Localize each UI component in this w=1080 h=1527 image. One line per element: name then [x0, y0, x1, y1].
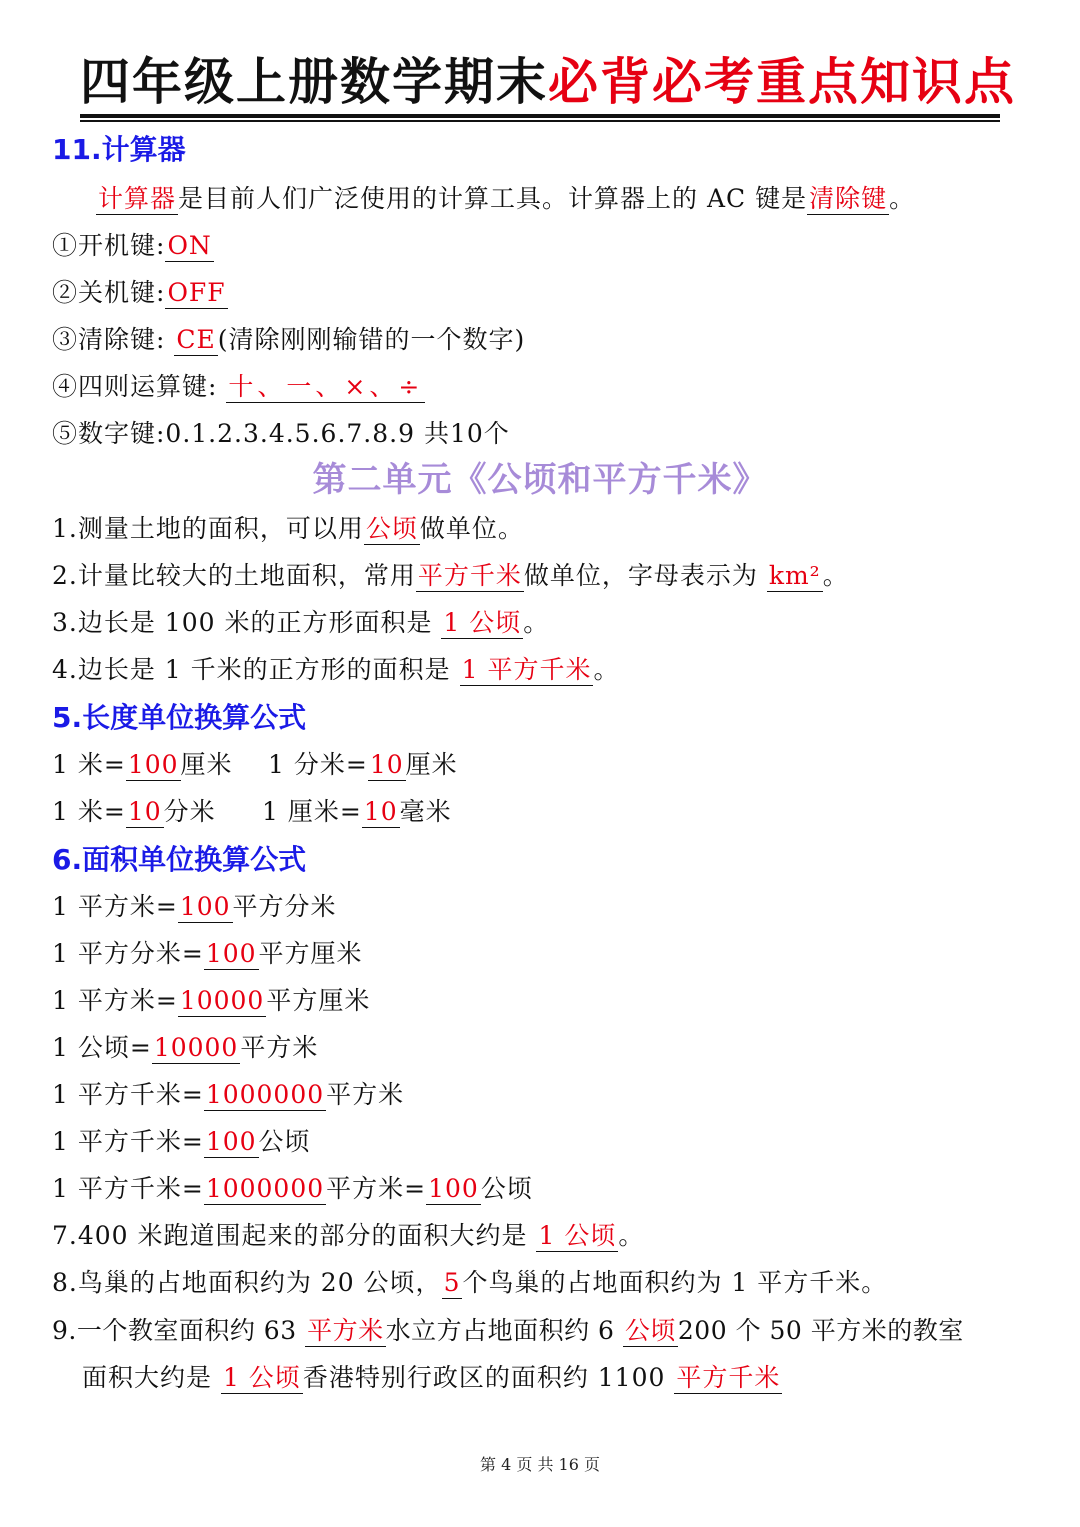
text: 面积大约是	[82, 1363, 221, 1392]
area-conversion-3	[52, 984, 370, 1018]
text: 是目前人们广泛使用的计算工具。计算器上的 AC 键是	[178, 184, 808, 213]
text: 做单位，字母表示为	[523, 561, 767, 590]
text: ③清除键:	[52, 325, 166, 354]
item-7	[52, 1219, 644, 1253]
text: 1 平方米=	[52, 892, 178, 921]
answer-blank: 1 平方千米	[461, 655, 592, 684]
answer-blank: 100	[179, 892, 231, 921]
answer-blank: 10000	[153, 1033, 239, 1062]
answer-blank: 100	[428, 1174, 479, 1203]
answer-blank: 100	[127, 750, 179, 779]
answer-blank: 公顷	[365, 514, 418, 543]
text: 1 平方千米=	[52, 1080, 204, 1109]
text: ①开机键:	[52, 231, 166, 260]
answer-blank: 10000	[179, 986, 265, 1015]
text: 1 米=	[52, 797, 126, 826]
text: 7.400 米跑道围起来的部分的面积大约是	[52, 1221, 537, 1250]
answer-blank: 100	[205, 939, 257, 968]
answer-blank: 10	[127, 797, 162, 826]
text: 香港特别行政区的面积约 1100	[302, 1363, 675, 1392]
unit-two-title: 第二单元《公顷和平方千米》	[312, 460, 768, 500]
key-arithmetic	[52, 370, 425, 404]
area-conversion-7	[52, 1172, 533, 1206]
answer-blank: 1000000	[205, 1080, 325, 1109]
answer-blank: 计算器	[98, 184, 177, 213]
item-9-line-1	[52, 1314, 964, 1348]
answer-blank: 平方千米	[676, 1363, 781, 1392]
text: 1 平方千米=	[52, 1127, 204, 1156]
area-conversion-5	[52, 1078, 404, 1112]
unit-line-1	[52, 512, 524, 546]
text: 水立方占地面积约 6	[385, 1316, 623, 1345]
text: 。	[618, 1221, 645, 1250]
text: 做单位。	[419, 514, 524, 543]
answer-blank: 公顷	[624, 1316, 676, 1345]
answer-blank: 1 公顷	[443, 608, 522, 637]
answer-blank: 十、一、×、÷	[228, 372, 424, 401]
text: 。	[593, 655, 620, 684]
length-row-2b	[262, 795, 452, 829]
calculator-intro	[96, 182, 915, 216]
text: 平方米=	[326, 1174, 427, 1203]
text: 公顷	[480, 1174, 533, 1203]
title-rule-thick	[80, 114, 1000, 118]
text: 200 个 50 平方米的教室	[677, 1316, 964, 1345]
text: 1 平方米=	[52, 986, 178, 1015]
section-heading-area: 6.面积单位换算公式	[52, 843, 307, 876]
text: 平方厘米	[258, 939, 363, 968]
key-clear-entry	[52, 323, 525, 357]
answer-blank: 5	[443, 1268, 461, 1297]
answer-blank: km²	[768, 561, 821, 590]
text: ②关机键:	[52, 278, 166, 307]
page-title	[80, 50, 1016, 114]
answer-blank: OFF	[167, 278, 226, 307]
area-conversion-2	[52, 937, 363, 971]
answer-blank: 1 公顷	[538, 1221, 617, 1250]
text: 。	[523, 608, 550, 637]
text: 3.边长是 100 米的正方形面积是	[52, 608, 442, 637]
area-conversion-4	[52, 1031, 318, 1065]
title-rule-thin	[80, 120, 1000, 122]
unit-line-2	[52, 559, 849, 593]
text: 2.计量比较大的土地面积，常用	[52, 561, 416, 590]
text: 1 分米=	[268, 750, 368, 779]
text: 平方分米	[232, 892, 337, 921]
answer-blank: 平方米	[307, 1316, 384, 1345]
text: 分米	[163, 797, 216, 826]
length-row-2a	[52, 795, 216, 829]
unit-line-4	[52, 653, 619, 687]
key-power-on	[52, 229, 214, 263]
text: 1 厘米=	[262, 797, 362, 826]
answer-blank: ON	[167, 231, 212, 260]
text: 。	[889, 184, 916, 213]
text: 1 平方千米=	[52, 1174, 204, 1203]
text: 个鸟巢的占地面积约为 1 平方千米。	[462, 1268, 888, 1297]
answer-blank: 平方千米	[417, 561, 522, 590]
area-conversion-1	[52, 890, 337, 924]
title-red-part: 必背必考重点知识点	[548, 53, 1016, 111]
key-power-off	[52, 276, 228, 310]
answer-blank: CE	[176, 325, 216, 354]
text: 毫米	[399, 797, 452, 826]
length-row-1a	[52, 748, 233, 782]
title-black-part: 四年级上册数学期末	[80, 53, 548, 111]
text: 厘米	[405, 750, 458, 779]
text: 1 公顷=	[52, 1033, 152, 1062]
text: 厘米	[180, 750, 233, 779]
item-9-line-2	[82, 1361, 782, 1395]
text: 平方米	[240, 1033, 319, 1062]
key-digits: ⑤数字键:0.1.2.3.4.5.6.7.8.9 共10个	[52, 419, 510, 448]
text: 4.边长是 1 千米的正方形的面积是	[52, 655, 460, 684]
area-conversion-6	[52, 1125, 311, 1159]
answer-blank: 1000000	[205, 1174, 325, 1203]
item-8	[52, 1266, 887, 1300]
section-heading-calculator: 11.计算器	[52, 133, 186, 166]
text: ④四则运算键:	[52, 372, 218, 401]
text: 9.一个教室面积约 63	[52, 1316, 306, 1345]
text: 平方米	[326, 1080, 405, 1109]
page-footer: 第 4 页 共 16 页	[480, 1455, 600, 1474]
text: 1 平方分米=	[52, 939, 204, 968]
text: 。	[822, 561, 849, 590]
length-row-1b	[268, 748, 458, 782]
answer-blank: 1 公顷	[222, 1363, 301, 1392]
text: 8.鸟巢的占地面积约为 20 公顷，	[52, 1268, 442, 1297]
answer-blank: 10	[363, 797, 398, 826]
answer-blank: 100	[205, 1127, 257, 1156]
answer-blank: 清除键	[809, 184, 888, 213]
text: 公顷	[258, 1127, 311, 1156]
section-heading-length: 5.长度单位换算公式	[52, 701, 307, 734]
text: 1 米=	[52, 750, 126, 779]
unit-line-3	[52, 606, 549, 640]
text: (清除刚刚输错的一个数字)	[217, 325, 526, 354]
text: 平方厘米	[266, 986, 371, 1015]
answer-blank: 10	[369, 750, 404, 779]
text: 1.测量土地的面积，可以用	[52, 514, 364, 543]
